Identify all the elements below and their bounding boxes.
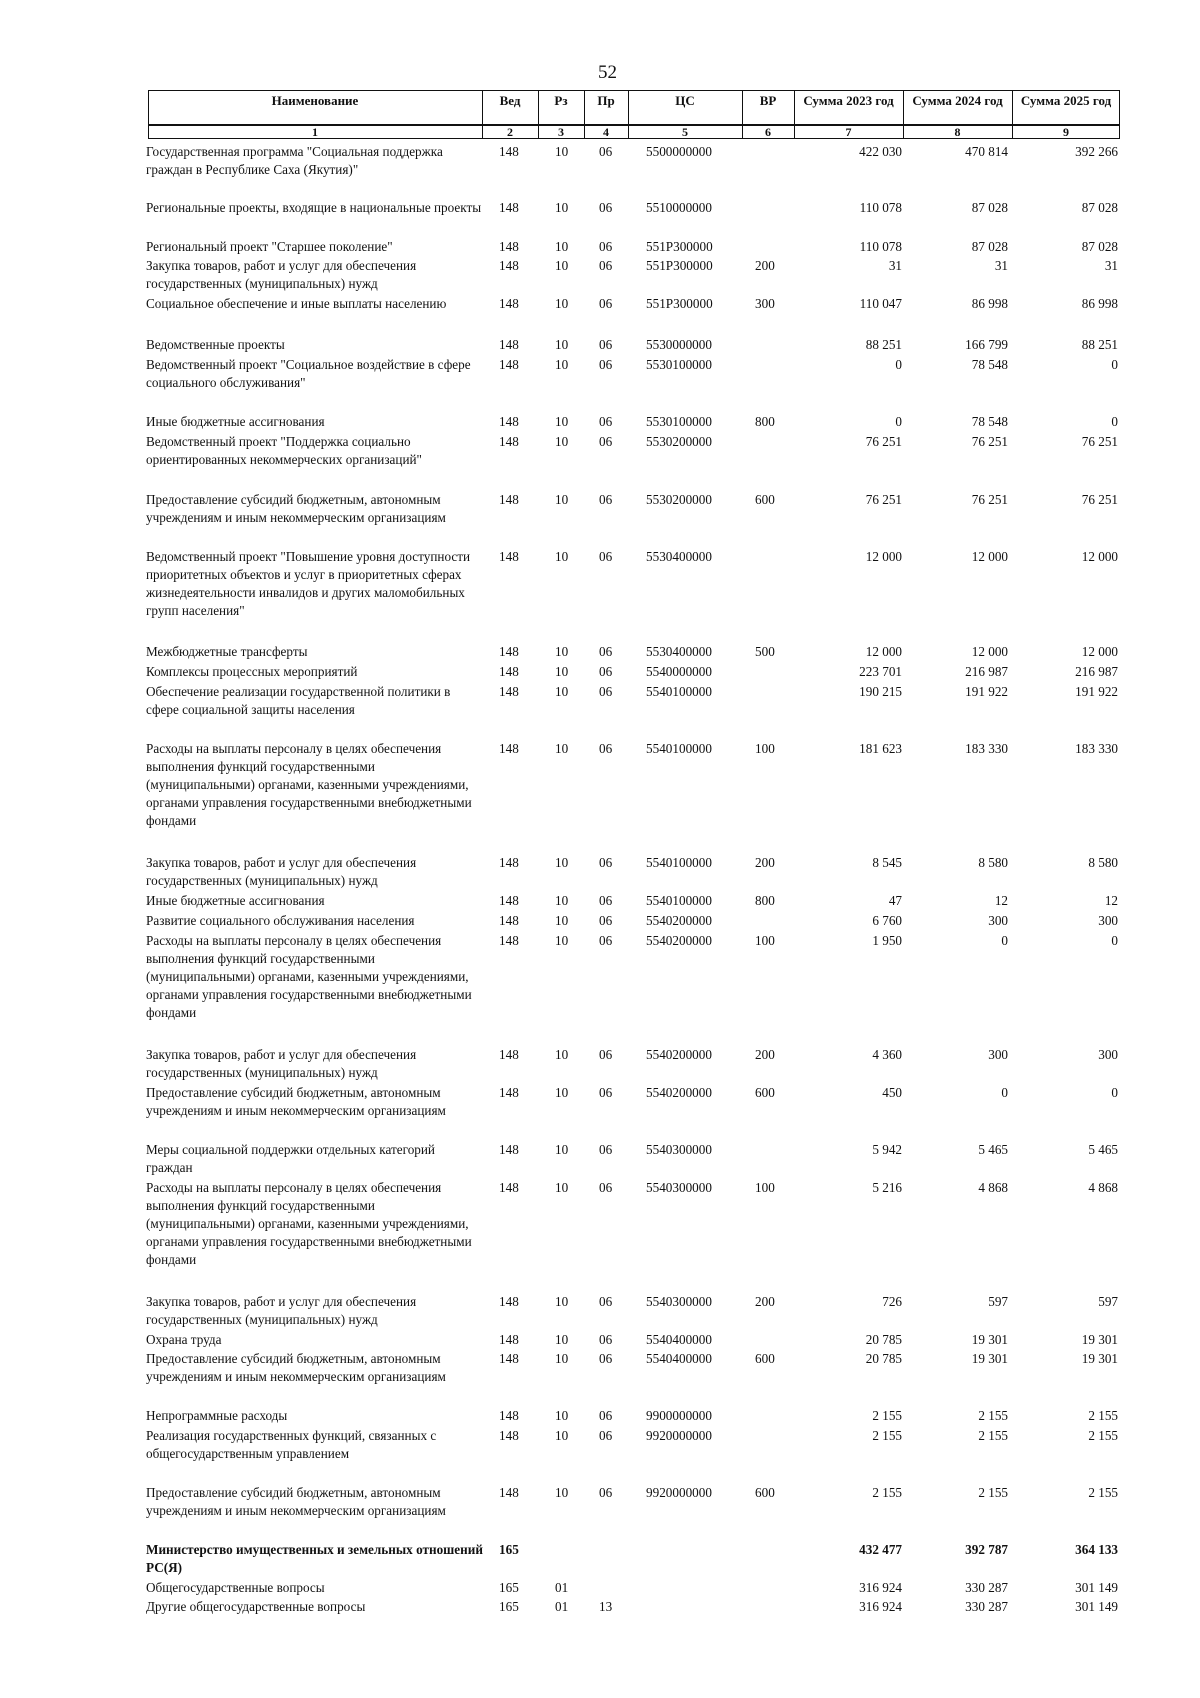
row-name: Предоставление субсидий бюджетным, автономным учреждениям и иным некоммерческим организациям	[146, 1485, 446, 1518]
row-name: Обеспечение реализации государственной политики в сфере социальной защиты населения	[146, 684, 451, 717]
row-name: Расходы на выплаты персоналу в целях обеспечения выполнения функций государственными (муниципальными) органами, казенными учреждениями, органами управления государственными внебюджетными фондами	[146, 933, 472, 1020]
cell-cs: 551P300000	[646, 258, 713, 273]
cell-cs: 9920000000	[646, 1485, 712, 1500]
header-rz: Рз	[554, 93, 568, 108]
cell-sum-2025: 364 133	[1075, 1542, 1118, 1557]
cell-vr: 200	[755, 855, 775, 870]
row-name: Иные бюджетные ассигнования	[146, 893, 325, 908]
cell-ved: 148	[499, 144, 519, 159]
row-name: Региональный проект "Старшее поколение"	[146, 239, 393, 254]
header-name: Наименование	[271, 93, 359, 108]
cell-cs: 5530200000	[646, 434, 712, 449]
row-name: Государственная программа "Социальная поддержка граждан в Республике Саха (Якутия)"	[146, 144, 443, 177]
cell-sum-2024: 87 028	[971, 200, 1008, 215]
cell-pr: 06	[599, 1485, 613, 1500]
cell-ved: 148	[499, 893, 519, 908]
cell-ved: 148	[499, 296, 519, 311]
cell-sum-2024: 470 814	[965, 144, 1008, 159]
cell-sum-2023: 20 785	[865, 1351, 902, 1366]
row-name: Комплексы процессных мероприятий	[146, 664, 358, 679]
cell-sum-2024: 392 787	[965, 1542, 1008, 1557]
cell-sum-2025: 0	[1111, 933, 1118, 948]
cell-pr: 06	[599, 239, 613, 254]
cell-sum-2024: 12 000	[971, 644, 1008, 659]
cell-rz: 10	[555, 258, 569, 273]
cell-pr: 06	[599, 913, 613, 928]
cell-sum-2023: 8 545	[872, 855, 902, 870]
cell-sum-2024: 183 330	[965, 741, 1008, 756]
cell-ved: 165	[499, 1599, 519, 1614]
header-sum-2024: Сумма 2024 год	[912, 93, 1003, 108]
cell-sum-2023: 6 760	[872, 913, 902, 928]
row-name: Закупка товаров, работ и услуг для обеспечения государственных (муниципальных) нужд	[146, 855, 417, 888]
cell-pr: 06	[599, 644, 613, 659]
cell-sum-2024: 78 548	[971, 357, 1008, 372]
cell-rz: 10	[555, 1351, 569, 1366]
cell-vr: 600	[755, 1351, 775, 1366]
cell-ved: 148	[499, 684, 519, 699]
cell-sum-2024: 19 301	[971, 1351, 1008, 1366]
header-cs: ЦС	[675, 93, 695, 108]
row-name: Непрограммные расходы	[146, 1408, 288, 1423]
cell-cs: 5540200000	[646, 913, 712, 928]
row-name: Ведомственный проект "Поддержка социально ориентированных некоммерческих организаций"	[146, 434, 422, 467]
cell-sum-2024: 166 799	[965, 337, 1008, 352]
cell-sum-2025: 76 251	[1081, 434, 1118, 449]
col-number: 7	[845, 125, 852, 139]
col-number: 1	[312, 125, 318, 139]
cell-ved: 148	[499, 1294, 519, 1309]
cell-sum-2023: 1 950	[872, 933, 902, 948]
cell-sum-2023: 4 360	[872, 1047, 902, 1062]
col-number: 3	[558, 125, 564, 139]
cell-sum-2025: 5 465	[1088, 1142, 1118, 1157]
header-sum-2023: Сумма 2023 год	[803, 93, 894, 108]
cell-vr: 100	[755, 741, 775, 756]
cell-rz: 10	[555, 492, 569, 507]
cell-sum-2025: 2 155	[1088, 1485, 1118, 1500]
cell-sum-2025: 31	[1104, 258, 1118, 273]
cell-sum-2024: 330 287	[965, 1599, 1008, 1614]
cell-sum-2024: 78 548	[971, 414, 1008, 429]
row-name: Расходы на выплаты персоналу в целях обеспечения выполнения функций государственными (муниципальными) органами, казенными учреждениями, органами управления государственными внебюджетными фондами	[146, 741, 472, 828]
cell-ved: 165	[499, 1580, 519, 1595]
row-name: Развитие социального обслуживания населения	[146, 913, 415, 928]
row-name: Ведомственные проекты	[146, 337, 285, 352]
cell-sum-2024: 191 922	[965, 684, 1008, 699]
row-name: Региональные проекты, входящие в национальные проекты	[146, 200, 482, 215]
cell-sum-2024: 8 580	[978, 855, 1008, 870]
cell-rz: 10	[555, 296, 569, 311]
cell-rz: 10	[555, 434, 569, 449]
cell-sum-2025: 19 301	[1081, 1332, 1118, 1347]
cell-pr: 06	[599, 933, 613, 948]
cell-rz: 01	[555, 1580, 569, 1595]
row-name: Межбюджетные трансферты	[146, 644, 308, 659]
cell-sum-2024: 87 028	[971, 239, 1008, 254]
cell-ved: 148	[499, 1180, 519, 1195]
row-name: Охрана труда	[146, 1332, 222, 1347]
cell-sum-2023: 110 078	[859, 200, 902, 215]
cell-cs: 9920000000	[646, 1428, 712, 1443]
cell-vr: 200	[755, 258, 775, 273]
cell-cs: 5540000000	[646, 664, 712, 679]
cell-cs: 5500000000	[646, 144, 712, 159]
cell-sum-2023: 5 942	[872, 1142, 902, 1157]
header-pr: Пр	[597, 93, 615, 108]
cell-rz: 10	[555, 1085, 569, 1100]
cell-pr: 06	[599, 492, 613, 507]
cell-cs: 5540300000	[646, 1294, 712, 1309]
cell-ved: 165	[499, 1542, 519, 1557]
cell-ved: 148	[499, 855, 519, 870]
row-name: Реализация государственных функций, связанных с общегосударственным управлением	[146, 1428, 437, 1461]
cell-sum-2024: 76 251	[971, 434, 1008, 449]
cell-rz: 10	[555, 684, 569, 699]
cell-sum-2024: 2 155	[978, 1428, 1008, 1443]
cell-sum-2025: 0	[1111, 414, 1118, 429]
cell-sum-2025: 4 868	[1088, 1180, 1118, 1195]
cell-pr: 06	[599, 741, 613, 756]
cell-sum-2023: 190 215	[859, 684, 902, 699]
cell-cs: 5540100000	[646, 684, 712, 699]
cell-ved: 148	[499, 492, 519, 507]
col-number: 5	[682, 125, 688, 139]
cell-sum-2024: 216 987	[965, 664, 1008, 679]
cell-pr: 06	[599, 414, 613, 429]
cell-cs: 5540400000	[646, 1351, 712, 1366]
row-name: Предоставление субсидий бюджетным, автономным учреждениям и иным некоммерческим организациям	[146, 1351, 446, 1384]
row-name: Предоставление субсидий бюджетным, автономным учреждениям и иным некоммерческим организациям	[146, 1085, 446, 1118]
cell-sum-2023: 0	[895, 357, 902, 372]
cell-cs: 551P300000	[646, 239, 713, 254]
cell-sum-2023: 2 155	[872, 1428, 902, 1443]
cell-rz: 10	[555, 741, 569, 756]
cell-rz: 10	[555, 549, 569, 564]
cell-sum-2025: 88 251	[1081, 337, 1118, 352]
cell-ved: 148	[499, 434, 519, 449]
cell-sum-2024: 597	[988, 1294, 1008, 1309]
row-name: Закупка товаров, работ и услуг для обеспечения государственных (муниципальных) нужд	[146, 1294, 417, 1327]
cell-sum-2024: 2 155	[978, 1485, 1008, 1500]
header-vr: ВР	[759, 93, 777, 108]
cell-sum-2023: 47	[888, 893, 902, 908]
col-number: 4	[603, 125, 609, 139]
cell-pr: 06	[599, 258, 613, 273]
cell-ved: 148	[499, 1428, 519, 1443]
cell-ved: 148	[499, 1408, 519, 1423]
cell-rz: 10	[555, 337, 569, 352]
cell-ved: 148	[499, 337, 519, 352]
row-name: Закупка товаров, работ и услуг для обеспечения государственных (муниципальных) нужд	[146, 1047, 417, 1080]
cell-vr: 300	[755, 296, 775, 311]
cell-cs: 5540100000	[646, 741, 712, 756]
cell-rz: 10	[555, 239, 569, 254]
cell-sum-2023: 2 155	[872, 1408, 902, 1423]
cell-sum-2025: 19 301	[1081, 1351, 1118, 1366]
cell-vr: 500	[755, 644, 775, 659]
row-name: Предоставление субсидий бюджетным, автономным учреждениям и иным некоммерческим организациям	[146, 492, 446, 525]
cell-sum-2024: 76 251	[971, 492, 1008, 507]
cell-sum-2024: 19 301	[971, 1332, 1008, 1347]
cell-rz: 10	[555, 200, 569, 215]
row-name: Социальное обеспечение и иные выплаты населению	[146, 296, 447, 311]
cell-pr: 06	[599, 1180, 613, 1195]
cell-cs: 5530100000	[646, 414, 712, 429]
cell-sum-2023: 12 000	[865, 549, 902, 564]
cell-sum-2023: 110 078	[859, 239, 902, 254]
cell-rz: 10	[555, 1047, 569, 1062]
cell-pr: 06	[599, 200, 613, 215]
cell-sum-2024: 300	[988, 913, 1008, 928]
cell-vr: 800	[755, 414, 775, 429]
cell-ved: 148	[499, 1351, 519, 1366]
cell-pr: 06	[599, 144, 613, 159]
cell-ved: 148	[499, 549, 519, 564]
cell-cs: 551P300000	[646, 296, 713, 311]
row-name: Министерство имущественных и земельных отношений РС(Я)	[146, 1542, 483, 1575]
row-name: Меры социальной поддержки отдельных категорий граждан	[146, 1142, 435, 1175]
cell-rz: 10	[555, 357, 569, 372]
cell-sum-2023: 31	[888, 258, 902, 273]
cell-ved: 148	[499, 414, 519, 429]
cell-pr: 06	[599, 1142, 613, 1157]
cell-sum-2025: 2 155	[1088, 1408, 1118, 1423]
cell-pr: 06	[599, 1294, 613, 1309]
cell-cs: 5530100000	[646, 357, 712, 372]
cell-sum-2023: 76 251	[865, 492, 902, 507]
cell-ved: 148	[499, 1085, 519, 1100]
cell-pr: 06	[599, 357, 613, 372]
cell-vr: 800	[755, 893, 775, 908]
cell-rz: 10	[555, 1332, 569, 1347]
cell-sum-2025: 87 028	[1081, 200, 1118, 215]
cell-pr: 06	[599, 855, 613, 870]
cell-sum-2025: 12 000	[1081, 644, 1118, 659]
cell-vr: 600	[755, 492, 775, 507]
cell-pr: 06	[599, 1047, 613, 1062]
cell-pr: 06	[599, 1332, 613, 1347]
cell-sum-2023: 12 000	[865, 644, 902, 659]
cell-rz: 10	[555, 644, 569, 659]
cell-sum-2024: 300	[988, 1047, 1008, 1062]
cell-sum-2025: 86 998	[1081, 296, 1118, 311]
cell-cs: 5540200000	[646, 1085, 712, 1100]
cell-pr: 06	[599, 337, 613, 352]
cell-sum-2024: 5 465	[978, 1142, 1008, 1157]
cell-sum-2023: 422 030	[859, 144, 902, 159]
cell-rz: 10	[555, 1408, 569, 1423]
cell-cs: 5540100000	[646, 855, 712, 870]
cell-ved: 148	[499, 258, 519, 273]
cell-sum-2025: 301 149	[1075, 1580, 1118, 1595]
cell-sum-2025: 216 987	[1075, 664, 1118, 679]
cell-sum-2023: 223 701	[859, 664, 902, 679]
cell-pr: 06	[599, 893, 613, 908]
cell-sum-2024: 31	[994, 258, 1008, 273]
cell-sum-2023: 181 623	[859, 741, 902, 756]
cell-sum-2024: 0	[1001, 1085, 1008, 1100]
cell-pr: 06	[599, 1428, 613, 1443]
cell-rz: 10	[555, 1294, 569, 1309]
cell-sum-2025: 76 251	[1081, 492, 1118, 507]
cell-vr: 100	[755, 933, 775, 948]
cell-sum-2025: 300	[1098, 913, 1118, 928]
cell-ved: 148	[499, 357, 519, 372]
cell-pr: 06	[599, 1085, 613, 1100]
cell-cs: 5530400000	[646, 644, 712, 659]
cell-ved: 148	[499, 200, 519, 215]
cell-sum-2024: 86 998	[971, 296, 1008, 311]
cell-ved: 148	[499, 741, 519, 756]
cell-ved: 148	[499, 1332, 519, 1347]
cell-sum-2023: 110 047	[859, 296, 902, 311]
cell-rz: 10	[555, 1485, 569, 1500]
cell-sum-2025: 87 028	[1081, 239, 1118, 254]
cell-ved: 148	[499, 913, 519, 928]
cell-vr: 200	[755, 1047, 775, 1062]
cell-sum-2023: 20 785	[865, 1332, 902, 1347]
cell-sum-2025: 12 000	[1081, 549, 1118, 564]
cell-rz: 10	[555, 893, 569, 908]
page-number: 52	[598, 62, 617, 83]
cell-sum-2024: 2 155	[978, 1408, 1008, 1423]
cell-rz: 10	[555, 1142, 569, 1157]
cell-sum-2023: 76 251	[865, 434, 902, 449]
cell-rz: 10	[555, 414, 569, 429]
row-name: Ведомственный проект "Социальное воздействие в сфере социального обслуживания"	[146, 357, 471, 390]
cell-rz: 10	[555, 664, 569, 679]
cell-cs: 5540300000	[646, 1142, 712, 1157]
row-name: Иные бюджетные ассигнования	[146, 414, 325, 429]
cell-vr: 600	[755, 1085, 775, 1100]
cell-sum-2024: 12 000	[971, 549, 1008, 564]
cell-pr: 13	[599, 1599, 613, 1614]
cell-sum-2023: 726	[882, 1294, 902, 1309]
cell-rz: 10	[555, 855, 569, 870]
cell-sum-2025: 392 266	[1075, 144, 1118, 159]
cell-rz: 10	[555, 1428, 569, 1443]
cell-cs: 5540400000	[646, 1332, 712, 1347]
cell-cs: 5540200000	[646, 1047, 712, 1062]
cell-rz: 01	[555, 1599, 569, 1614]
cell-cs: 5540200000	[646, 933, 712, 948]
header-sum-2025: Сумма 2025 год	[1020, 93, 1112, 108]
cell-sum-2024: 330 287	[965, 1580, 1008, 1595]
cell-sum-2025: 300	[1098, 1047, 1118, 1062]
cell-vr: 100	[755, 1180, 775, 1195]
cell-sum-2023: 316 924	[859, 1599, 902, 1614]
cell-vr: 200	[755, 1294, 775, 1309]
cell-sum-2025: 2 155	[1088, 1428, 1118, 1443]
cell-ved: 148	[499, 644, 519, 659]
cell-ved: 148	[499, 239, 519, 254]
table-header	[148, 90, 1120, 140]
cell-rz: 10	[555, 144, 569, 159]
cell-sum-2024: 12	[994, 893, 1008, 908]
cell-sum-2023: 316 924	[859, 1580, 902, 1595]
cell-sum-2025: 597	[1098, 1294, 1118, 1309]
col-number: 9	[1063, 125, 1069, 139]
header-ved: Вед	[499, 93, 521, 108]
cell-pr: 06	[599, 296, 613, 311]
cell-sum-2025: 183 330	[1075, 741, 1118, 756]
cell-sum-2025: 191 922	[1075, 684, 1118, 699]
cell-sum-2025: 301 149	[1075, 1599, 1118, 1614]
row-name: Другие общегосударственные вопросы	[146, 1599, 366, 1614]
cell-sum-2025: 0	[1111, 1085, 1118, 1100]
cell-rz: 10	[555, 913, 569, 928]
cell-sum-2024: 4 868	[978, 1180, 1008, 1195]
cell-ved: 148	[499, 933, 519, 948]
cell-pr: 06	[599, 1351, 613, 1366]
cell-rz: 10	[555, 933, 569, 948]
col-number: 8	[954, 125, 961, 139]
cell-vr: 600	[755, 1485, 775, 1500]
col-number: 6	[765, 125, 771, 139]
cell-pr: 06	[599, 684, 613, 699]
cell-cs: 9900000000	[646, 1408, 712, 1423]
cell-sum-2023: 0	[895, 414, 902, 429]
cell-cs: 5530400000	[646, 549, 712, 564]
cell-sum-2025: 0	[1111, 357, 1118, 372]
cell-rz: 10	[555, 1180, 569, 1195]
row-name: Ведомственный проект "Повышение уровня доступности приоритетных объектов и услуг в приоритетных сферах жизнедеятельности инвалидов и других маломобильных групп населения"	[146, 549, 471, 618]
cell-sum-2023: 432 477	[859, 1542, 902, 1557]
cell-sum-2023: 2 155	[872, 1485, 902, 1500]
col-number: 2	[507, 125, 513, 139]
cell-ved: 148	[499, 1142, 519, 1157]
cell-ved: 148	[499, 664, 519, 679]
cell-sum-2023: 450	[882, 1085, 902, 1100]
row-name: Закупка товаров, работ и услуг для обеспечения государственных (муниципальных) нужд	[146, 258, 417, 291]
row-name: Расходы на выплаты персоналу в целях обеспечения выполнения функций государственными (муниципальными) органами, казенными учреждениями, органами управления государственными внебюджетными фондами	[146, 1180, 472, 1267]
cell-pr: 06	[599, 549, 613, 564]
cell-cs: 5510000000	[646, 200, 712, 215]
cell-sum-2023: 5 216	[872, 1180, 902, 1195]
cell-cs: 5530200000	[646, 492, 712, 507]
cell-pr: 06	[599, 434, 613, 449]
row-name: Общегосударственные вопросы	[146, 1580, 325, 1595]
cell-ved: 148	[499, 1047, 519, 1062]
cell-pr: 06	[599, 1408, 613, 1423]
cell-ved: 148	[499, 1485, 519, 1500]
cell-pr: 06	[599, 664, 613, 679]
cell-sum-2025: 12	[1104, 893, 1118, 908]
cell-cs: 5540300000	[646, 1180, 712, 1195]
cell-cs: 5540100000	[646, 893, 712, 908]
cell-sum-2023: 88 251	[865, 337, 902, 352]
cell-cs: 5530000000	[646, 337, 712, 352]
cell-sum-2025: 8 580	[1088, 855, 1118, 870]
cell-sum-2024: 0	[1001, 933, 1008, 948]
